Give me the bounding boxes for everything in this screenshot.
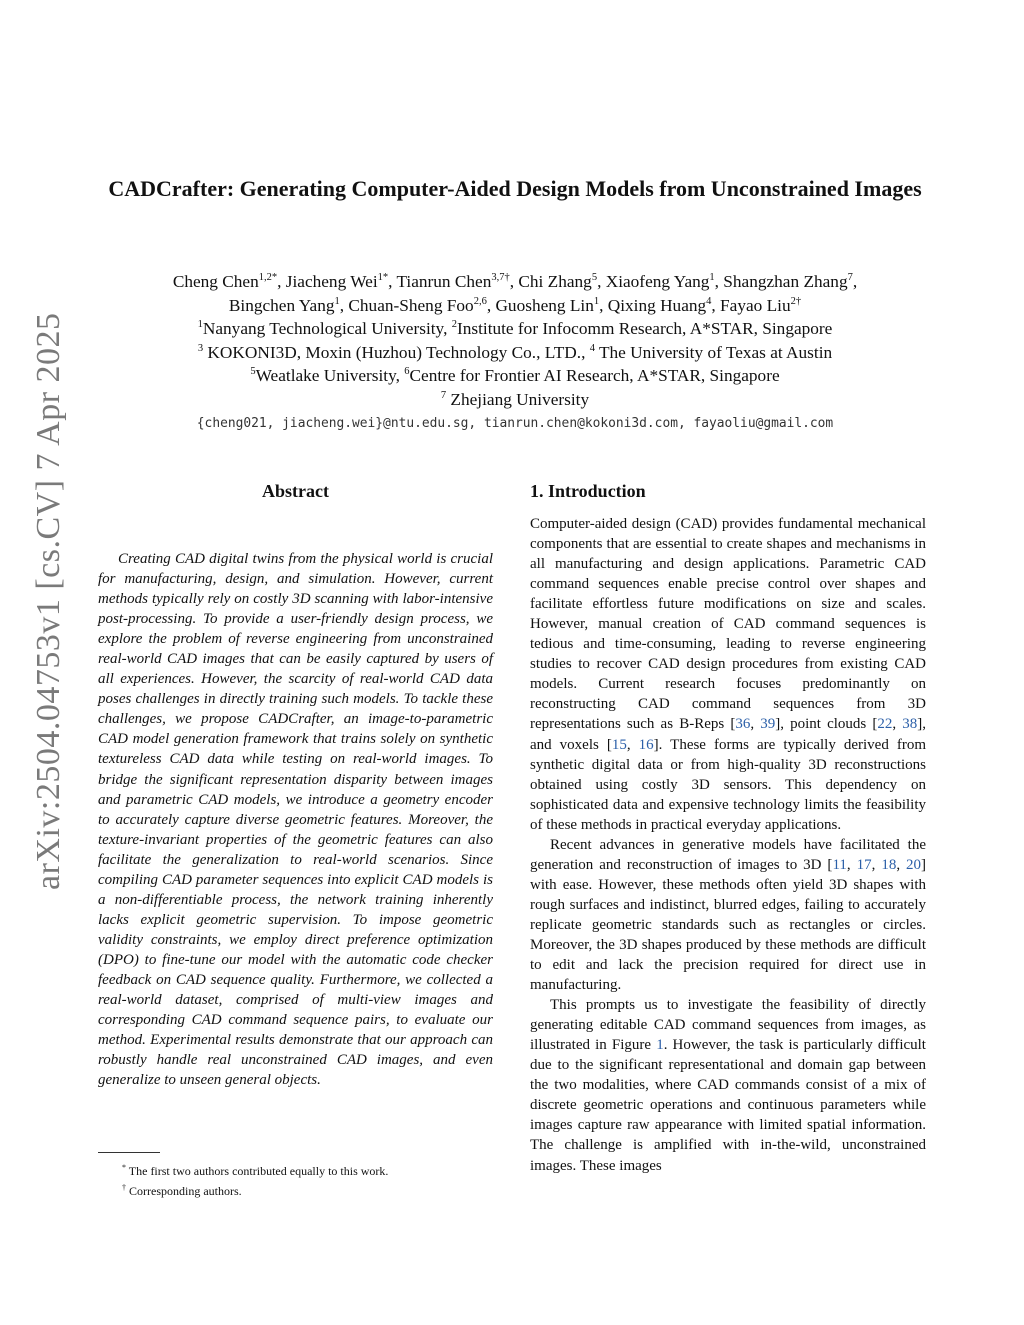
intro-paragraph: Recent advances in generative models have facilitated the generation and reconstruction of images to 3D [11, 17, 18, 20] with ease. However, these methods often yield 3D shapes with rough surfaces and indistinct, blurred edges, failing to accurately replicate geometric standards such as rectangles or circles. Moreover, the 3D shapes produced by these methods are difficult to edit and lack the precision required for direct use in manufacturing. xyxy=(530,836,927,994)
author-name: Xiaofeng Yang xyxy=(605,272,710,291)
intro-paragraph: Computer-aided design (CAD) provides fundamental mechanical components that are essential to create shapes and mechanisms in all manufacturing and design applications. Parametric CAD command sequences enable precise control over shapes and facilitate effortless future modifications on size and scales. However, manual creation of CAD command sequences is tedious and time-consuming, leading to reverse engineering studies to recover CAD design procedures from existing CAD models. Current research focuses predominantly on reconstructing CAD command sequences from 3D representations such as B-Reps [36, 39], point clouds [22, 38], and voxels [15, 16]. These forms are typically derived from synthetic digital data or from high-quality 3D reconstructions obtained using costly 3D sensors. This dependency on sophisticated data and expensive technology limits the feasibility of these methods in practical everyday applications. xyxy=(530,516,927,833)
citation-link[interactable]: 39 xyxy=(760,716,776,733)
author-affil: 1 xyxy=(334,295,340,307)
abstract-body xyxy=(98,549,493,1090)
author-affil: 3,7† xyxy=(491,272,510,284)
author-name: Chuan-Sheng Foo xyxy=(348,295,474,315)
citation-link[interactable]: 11 xyxy=(832,856,847,873)
author-name: Bingchen Yang xyxy=(228,295,335,315)
affiliation: Institute for Infocomm Research, A*STAR, Singapore xyxy=(456,319,833,338)
intro-paragraph: This prompts us to investigate the feasibility of directly generating editable CAD command sequences from images, as illustrated in Figure 1. However, the task is particularly difficult due to the significant representational and domain gap between the two modalities, where CAD commands consist of a mix of discrete geometric operations and continuous parameters while images capture raw appearance with limited spatial information. The challenge is amplified with in-the-wild, unconstrained images. These images xyxy=(530,997,926,1174)
citation-link[interactable]: 22 xyxy=(877,716,893,733)
citation-link[interactable]: 15 xyxy=(611,736,627,753)
author-name: Tianrun Chen xyxy=(396,272,492,291)
introduction-body xyxy=(530,514,926,1176)
citation-link[interactable]: 20 xyxy=(906,856,922,873)
author-affil: 7 xyxy=(847,272,853,284)
affiliation: Zhejiang University xyxy=(446,389,590,409)
author-block xyxy=(80,270,950,411)
author-name: Shangzhan Zhang xyxy=(723,272,848,291)
author-affil: 5 xyxy=(591,272,598,284)
footnote: * The first two authors contributed equally to this work. xyxy=(122,1163,389,1178)
author-affil: 2,6 xyxy=(473,295,487,307)
paper-title: CADCrafter: Generating Computer-Aided Design Models from Unconstrained Images xyxy=(108,176,922,201)
author-name: Guosheng Lin xyxy=(495,295,594,315)
citation-link[interactable]: 16 xyxy=(638,736,654,753)
affiliation: KOKONI3D, Moxin (Huzhou) Technology Co., LTD., xyxy=(203,342,590,362)
affiliation: Weatlake University, xyxy=(255,366,405,385)
affiliation-line: $^1$Nanyang Technological University, $^2$Institute for Infocomm Research, A*STAR, Singapore xyxy=(197,319,833,338)
author-affil: 1,2* xyxy=(258,272,278,284)
citation-link[interactable]: 18 xyxy=(881,856,897,873)
citation-link[interactable]: 38 xyxy=(902,716,918,733)
affiliation: Nanyang Technological University, xyxy=(202,319,452,338)
author-affil: 2† xyxy=(790,295,802,307)
author-line: Bingchen Yang$^1$, Chuan-Sheng Foo$^{2,6}$, Guosheng Lin$^1$, Qixing Huang$^4$, Fayao Liu$^{2\dagger}$ xyxy=(228,295,802,315)
author-affil: 1 xyxy=(709,272,715,284)
footnote-rule xyxy=(98,1152,160,1153)
footnote: † Corresponding authors. xyxy=(122,1182,242,1198)
affiliation-line: $^3$ KOKONI3D, Moxin (Huzhou) Technology Co., LTD., $^4$ The University of Texas at Austin xyxy=(197,342,833,362)
author-name: Qixing Huang xyxy=(607,295,707,315)
affiliation: Centre for Frontier AI Research, A*STAR, Singapore xyxy=(409,366,780,385)
author-name: Fayao Liu xyxy=(720,295,791,315)
affiliation-line: $^7$ Zhejiang University xyxy=(440,389,590,409)
introduction-heading: 1. Introduction xyxy=(530,481,646,501)
affiliation-line: $^5$Weatlake University, $^6$Centre for Frontier AI Research, A*STAR, Singapore xyxy=(250,366,780,385)
footnotes xyxy=(98,1160,493,1199)
author-affil: 1* xyxy=(377,272,389,284)
citation-link[interactable]: 36 xyxy=(735,716,751,733)
abstract-paragraph: Creating CAD digital twins from the physical world is crucial for manufacturing, design, and simulation. However, current methods typically rely on costly 3D scanning with labor-intensive post-processing. To provide a user-friendly design process, we explore the problem of reverse engineering from unconstrained real-world CAD images that can be easily captured by users of all experiences. However, the scarcity of real-world CAD data poses challenges in directly training such models. To tackle these challenges, we propose CADCrafter, an image-to-parametric CAD model generation framework that trains solely on synthetic textureless CAD data while testing on real-world images. To bridge the significant representation disparity between images and parametric CAD models, we introduce a geometry encoder to accurately capture diverse geometric features. Moreover, the texture-invariant properties of the geometric features can also facilitate the generalization to real-world scenarios. Since compiling CAD parameter sequences into explicit CAD models is a non-differentiable process, the network training inherently lacks explicit geometric supervision. To impose geometric validity constraints, we employ direct preference optimization (DPO) to fine-tune our model with the automatic code checker feedback on CAD sequence quality. Furthermore, we collected a real-world dataset, comprised of multi-view images and corresponding CAD command sequence pairs, to evaluate our method. Experimental results demonstrate that our approach can robustly handle real unconstrained CAD images, and even generalize to unseen general objects. xyxy=(98,551,493,1089)
author-name: Cheng Chen xyxy=(172,272,259,291)
affiliation: The University of Texas at Austin xyxy=(594,342,833,362)
author-line: Cheng Chen$^{1,2*}$, Jiacheng Wei$^{1*}$, Tianrun Chen$^{3,7\dagger}$, Chi Zhang$^5$, Xiaofeng Yang$^1$, Shangzhan Zhang$^7$, xyxy=(172,272,858,291)
arxiv-identifier: arXiv:2504.04753v1 [cs.CV] 7 Apr 2025 xyxy=(30,312,67,890)
author-affil: 1 xyxy=(593,295,600,307)
author-name: Jiacheng Wei xyxy=(285,272,378,291)
abstract-heading: Abstract xyxy=(262,481,329,501)
figure-link[interactable]: 1 xyxy=(656,1037,664,1054)
author-emails: {cheng021, jiacheng.wei}@ntu.edu.sg, tianrun.chen@kokoni3d.com, fayaoliu@gmail.com xyxy=(196,416,834,431)
author-affil: 4 xyxy=(706,295,712,307)
citation-link[interactable]: 17 xyxy=(856,856,872,873)
author-name: Chi Zhang xyxy=(518,272,592,291)
